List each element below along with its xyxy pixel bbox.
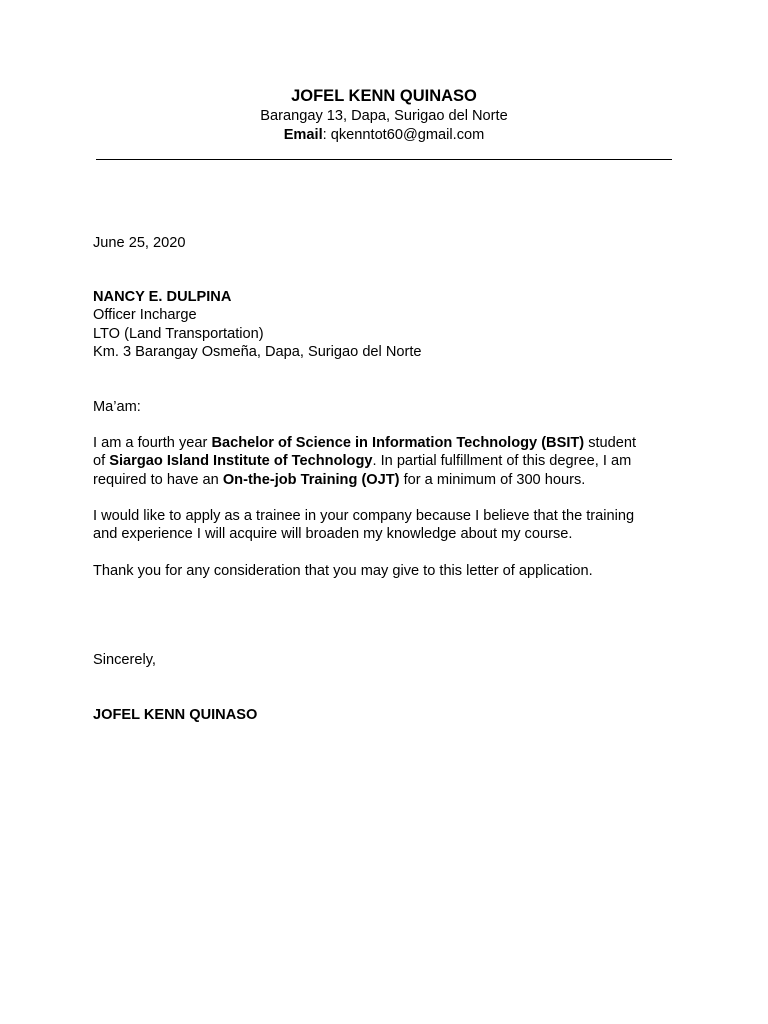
sender-address: Barangay 13, Dapa, Surigao del Norte bbox=[260, 108, 508, 124]
degree-name: Bachelor of Science in Information Technology (BSIT) bbox=[211, 435, 585, 451]
paragraph-2-line-1: I would like to apply as a trainee in your company because I believe that the training bbox=[93, 508, 635, 524]
paragraph-2-line-2: and experience I will acquire will broaden my knowledge about my course. bbox=[93, 526, 573, 543]
signature-name: JOFEL KENN QUINASO bbox=[93, 707, 258, 723]
email-value: : qkenntot60@gmail.com bbox=[322, 127, 485, 143]
header-divider bbox=[96, 159, 672, 160]
paragraph-1-line-2 bbox=[93, 452, 683, 470]
text-segment: I am a fourth year bbox=[93, 435, 212, 451]
text-segment: for a minimum of 300 hours. bbox=[399, 471, 586, 488]
paragraph-1-line-3 bbox=[93, 471, 683, 489]
paragraph-1-line-1 bbox=[93, 434, 683, 452]
closing: Sincerely, bbox=[93, 652, 156, 668]
recipient-address: Km. 3 Barangay Osmeña, Dapa, Surigao del Norte bbox=[93, 343, 422, 360]
body-paragraph-1 bbox=[93, 434, 683, 489]
email-label: Email bbox=[283, 127, 323, 143]
recipient-title: Officer Incharge bbox=[93, 307, 197, 324]
sender-name: JOFEL KENN QUINASO bbox=[291, 87, 477, 105]
letter-date: June 25, 2020 bbox=[93, 235, 186, 251]
letterhead bbox=[0, 86, 768, 145]
body-paragraph-2 bbox=[93, 507, 683, 544]
school-name: Siargao Island Institute of Technology bbox=[109, 453, 373, 470]
salutation: Ma’am: bbox=[93, 399, 141, 415]
recipient-name: NANCY E. DULPINA bbox=[93, 289, 232, 305]
sender-email bbox=[0, 126, 768, 145]
text-segment: required to have an bbox=[93, 471, 223, 488]
training-name: On-the-job Training (OJT) bbox=[222, 471, 400, 488]
text-segment: student bbox=[584, 435, 637, 451]
recipient-office: LTO (Land Transportation) bbox=[93, 325, 264, 342]
body-paragraph-3: Thank you for any consideration that you may give to this letter of application. bbox=[93, 563, 593, 579]
recipient-block bbox=[93, 288, 683, 361]
text-segment: . In partial fulfillment of this degree, I am bbox=[372, 453, 632, 470]
text-segment: of bbox=[93, 453, 110, 470]
